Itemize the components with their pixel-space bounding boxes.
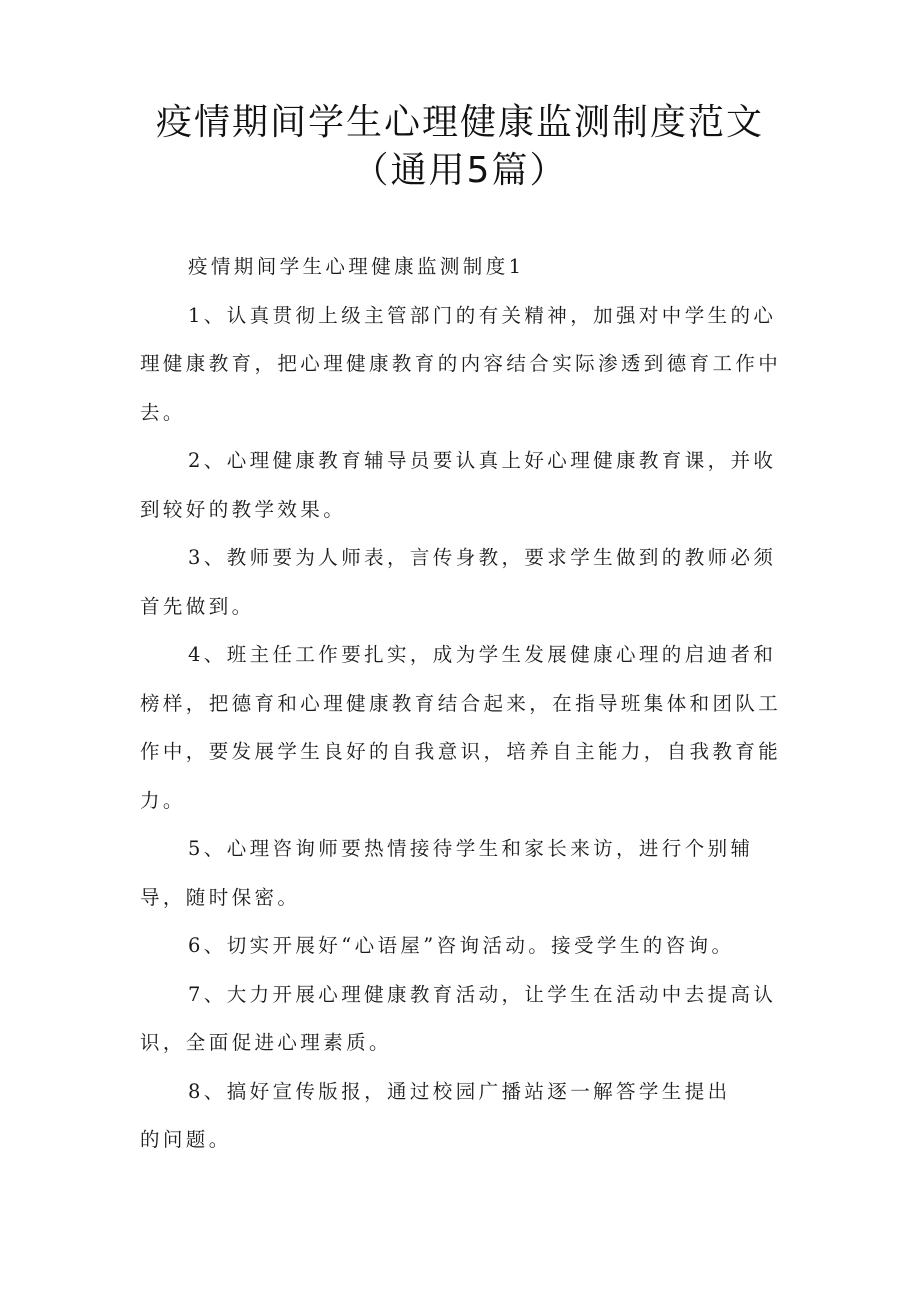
section-heading: 疫情期间学生心理健康监测制度1 — [188, 255, 525, 278]
paragraph-4: 4、班主任工作要扎实，成为学生发展健康心理的启迪者和榜样，把德育和心理健康教育结合起来，在指导班集体和团队工作中，要发展学生良好的自我意识，培养自主能力，自我教育能力。 — [140, 643, 782, 812]
paragraph-7: 7、大力开展心理健康教育活动，让学生在活动中去提高认识，全面促进心理素质。 — [140, 982, 777, 1054]
paragraph-5: 5、心理咨询师要热情接待学生和家长来访，进行个别辅导，随时保密。 — [140, 837, 754, 909]
paragraph-3: 3、教师要为人师表，言传身教，要求学生做到的教师必须首先做到。 — [140, 546, 777, 618]
paragraph-2: 2、心理健康教育辅导员要认真上好心理健康教育课，并收到较好的教学效果。 — [140, 449, 777, 521]
paragraph-8: 8、搞好宣传版报，通过校园广播站逐一解答学生提出 — [188, 1079, 731, 1103]
document-title-line-2: （通用5篇） — [352, 150, 568, 191]
document-body — [140, 243, 785, 1165]
paragraph-6: 6、切实开展好“心语屋”咨询活动。接受学生的咨询。 — [188, 934, 735, 957]
document-title-line-1: 疫情期间学生心理健康监测制度范文 — [155, 102, 764, 143]
paragraph-1: 1、认真贯彻上级主管部门的有关精神，加强对中学生的心理健康教育，把心理健康教育的内容结合实际渗透到德育工作中去。 — [140, 303, 782, 424]
paragraph-8-continuation: 的问题。 — [140, 1128, 232, 1151]
